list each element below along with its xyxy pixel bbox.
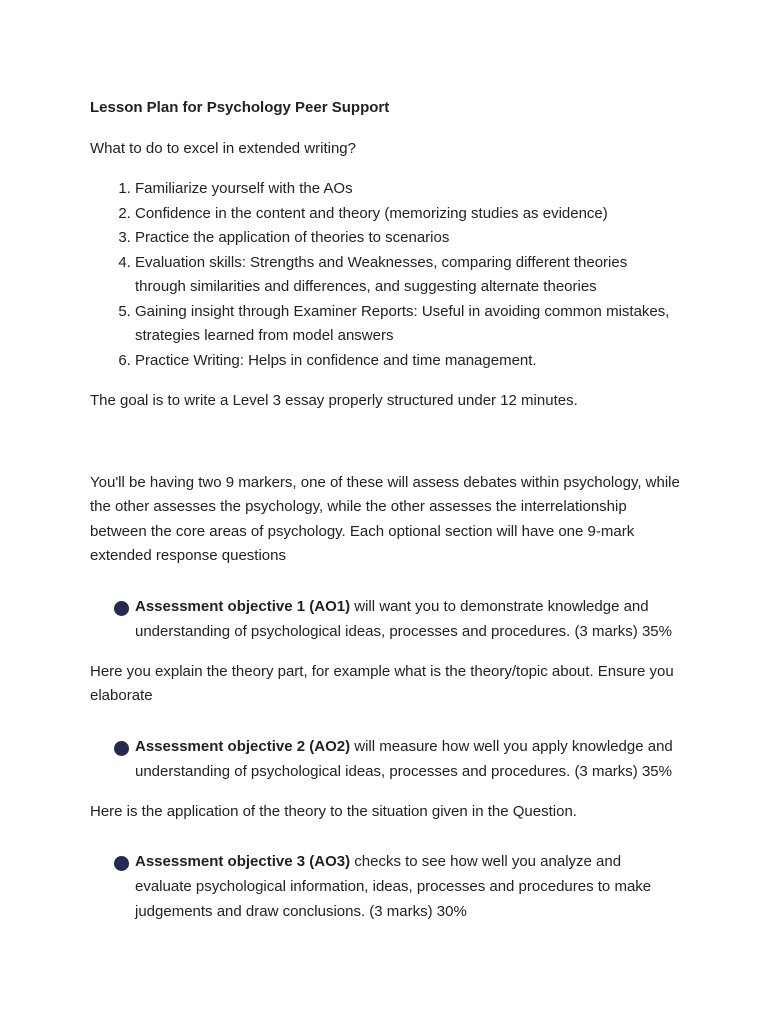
objective-ao3 xyxy=(114,849,680,924)
list-item: 6. Practice Writing: Helps in confidence and time management. xyxy=(135,349,680,374)
objective-note: Here is the application of the theory to the situation given in the Question. xyxy=(90,802,577,820)
objective-label: Assessment objective 1 (AO1) xyxy=(135,597,351,615)
document-title: Lesson Plan for Psychology Peer Support xyxy=(90,99,390,116)
goal-paragraph: The goal is to write a Level 3 essay properly structured under 12 minutes. xyxy=(90,392,578,409)
document-page xyxy=(90,96,680,940)
bullet-dot-icon xyxy=(114,601,129,616)
list-item: 4. Evaluation skills: Strengths and Weaknesses, comparing different theories through similarities and differences, and suggesting alternate theories xyxy=(135,251,680,300)
objective-label: Assessment objective 2 (AO2) xyxy=(135,737,351,755)
section-spacer xyxy=(90,430,680,471)
steps-list xyxy=(90,177,680,373)
bullet-dot-icon xyxy=(114,741,129,756)
objective-text xyxy=(135,594,680,644)
objective-note: Here you explain the theory part, for example what is the theory/topic about. Ensure you elaborate xyxy=(90,662,674,704)
objective-text xyxy=(135,734,680,784)
intro-question: What to do to excel in extended writing? xyxy=(90,139,356,157)
objective-description: checks to see how well you analyze and evaluate psychological information, ideas, processes and procedures to make judgements and draw conclusions. (3 marks) 30% xyxy=(135,853,652,920)
objective-label: Assessment objective 3 (AO3) xyxy=(135,853,351,870)
list-item: 3. Practice the application of theories to scenarios xyxy=(135,226,680,251)
objective-description: will measure how well you apply knowledge and understanding of psychological ideas, processes and procedures. (3 marks) 35% xyxy=(135,737,673,780)
objective-description: will want you to demonstrate knowledge and understanding of psychological ideas, processes and procedures. (3 marks) 35% xyxy=(135,597,672,640)
objective-ao2 xyxy=(114,734,680,784)
objective-ao1 xyxy=(114,594,680,644)
objective-text xyxy=(135,849,680,924)
bullet-dot-icon xyxy=(114,856,129,871)
list-item: 5. Gaining insight through Examiner Reports: Useful in avoiding common mistakes, strategies learned from model answers xyxy=(135,300,680,349)
markers-paragraph: You'll be having two 9 markers, one of these will assess debates within psychology, while the other assesses the psychology, while the other assesses the interrelationship between the core areas of psychology. Each optional section will have one 9-mark extended response questions xyxy=(90,473,680,564)
list-item: 2. Confidence in the content and theory (memorizing studies as evidence) xyxy=(135,202,680,227)
list-item: 1. Familiarize yourself with the AOs xyxy=(135,177,680,202)
